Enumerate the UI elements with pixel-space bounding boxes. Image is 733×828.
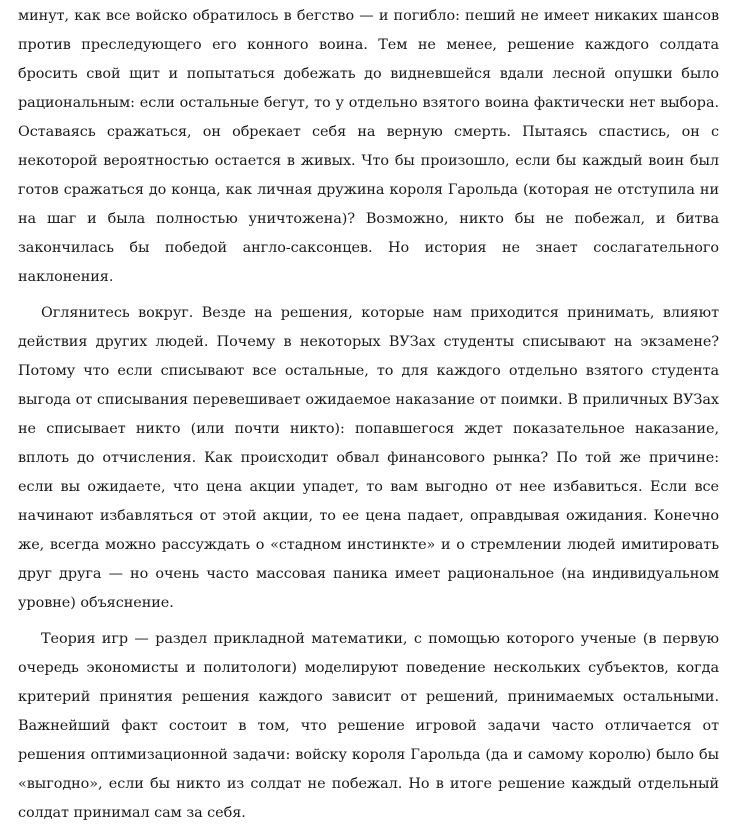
paragraph-1: минут, как все войско обратилось в бегство — и погибло: пеший не имеет никаких шансов против преследующего его конного воина. Тем не менее, решение каждого солдата бросить свой щит и попытаться добежать до видневшейся вдали лесной опушки было рациональным: если остальные бегут, то у отдельно взятого воина фактически нет выбора. Оставаясь сражаться, он обрекает себя на верную смерть. Пытаясь спастись, он с некоторой вероятностью остается в живых. Что бы произошло, если бы каждый воин был готов сражаться до конца, как личная дружина короля Гарольда (которая не отступила ни на шаг и была полностью уничтожена)? Возможно, никто бы не побежал, и битва закончилась бы победой англо-саксонцев. Но история не знает сослагательного наклонения.: [18, 8, 719, 285]
paragraph-2: Оглянитесь вокруг. Везде на решения, которые нам приходится принимать, влияют действия других людей. Почему в некоторых ВУЗах студенты списывают на экзамене? Потому что если списывают все остальные, то для каждого отдельно взятого студента выгода от списывания перевешивает ожидаемое наказание от поимки. В приличных ВУЗах не списывает никто (или почти никто): попавшегося ждет показательное наказание, вплоть до отчисления. Как происходит обвал финансового рынка? По той же причине: если вы ожидаете, что цена акции упадет, то вам выгодно от нее избавиться. Если все начинают избавляться от этой акции, то ее цена падает, оправдывая ожидания. Конечно же, всегда можно рассуждать о «стадном инстинкте» и о стремлении людей имитировать друг друга — но очень часто массовая паника имеет рациональное (на индивидуальном уровне) объяснение.: [18, 305, 719, 611]
paragraph-3: Теория игр — раздел прикладной математики, с помощью которого ученые (в первую очередь экономисты и политологи) моделируют поведение нескольких субъектов, когда критерий принятия решения каждого зависит от решений, принимаемых остальными. Важнейший факт состоит в том, что решение игровой задачи часто отличается от решения оптимизационной задачи: войску короля Гарольда (да и самому королю) было бы «выгодно», если бы никто из солдат не побежал. Но в итоге решение каждый отдельный солдат принимал сам за себя.: [18, 631, 719, 821]
